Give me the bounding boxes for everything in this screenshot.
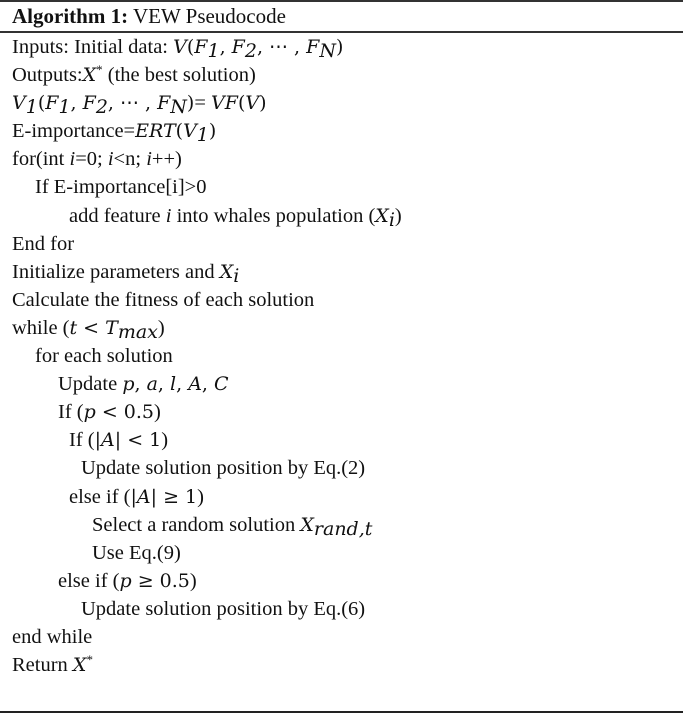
math-token: = [194,92,212,115]
pseudocode-line [0,651,683,679]
math-token: =0; [75,148,108,171]
pseudocode-line [0,595,683,623]
pseudocode-line-text [12,117,216,145]
math-token: * [96,62,103,78]
pseudocode-line-text [12,33,343,61]
pseudocode-line-text [92,511,372,539]
math-token: V [173,36,187,58]
math-token: F [194,36,208,58]
math-token: p [83,401,96,424]
pseudocode-line-text [69,426,168,454]
math-token: rand,t [313,517,373,540]
math-token: ) [259,92,267,115]
math-token: a [146,373,158,396]
pseudocode-line-text [92,539,181,567]
math-token: X [82,64,97,87]
math-token: t [69,316,78,339]
math-token: ) [197,485,204,508]
caption-title: VEW Pseudocode [132,4,286,28]
math-token: else if ( [58,569,120,592]
pseudocode-line-text [12,89,267,117]
pseudocode-line [0,117,683,145]
math-token: p [122,373,135,396]
math-token: , [219,36,232,58]
math-token: A [101,429,115,452]
pseudocode-line-text [12,623,92,651]
pseudocode-line-text [58,398,161,426]
math-token: 1 [196,124,209,147]
math-token: F [82,92,96,115]
math-token: <n; [113,148,147,171]
math-token: F [231,36,245,58]
math-token: , ⋯ , [256,36,307,58]
math-token: l [170,373,177,396]
math-token: i [146,148,152,171]
pseudocode-line [0,286,683,314]
pseudocode-line [0,173,683,201]
math-token: add feature [69,204,166,227]
math-token: Return [12,654,73,677]
pseudocode-lines [0,33,683,679]
math-token: A [188,373,202,396]
math-token: X [375,204,389,227]
math-token: Initialize parameters and [12,260,220,283]
math-token: ) [154,401,161,424]
pseudocode-line [0,539,683,567]
math-token: C [214,373,229,396]
pseudocode-line-text [35,173,207,201]
pseudocode-line [0,314,683,342]
math-token: while ( [12,316,70,339]
pseudocode-line [0,230,683,258]
pseudocode-line-text [58,567,197,595]
math-token: N [319,40,336,62]
math-token: ERT [135,120,176,143]
pseudocode-line-text [12,286,314,314]
math-token: ) [186,92,195,115]
math-token: Update solution position by Eq.(2) [81,457,366,480]
pseudocode-line-text [12,314,165,342]
top-rule [0,0,683,2]
math-token: X [300,513,314,536]
pseudocode-line-text [69,202,402,230]
pseudocode-line [0,454,683,482]
pseudocode-line [0,145,683,173]
math-token: 1 [58,96,71,119]
math-token: VF [211,92,238,115]
math-token: (the best solution) [102,64,256,87]
math-token: Use Eq.(9) [92,541,181,564]
math-token: into whales population ( [171,204,376,227]
pseudocode-line [0,623,683,651]
pseudocode-line-text [81,595,365,623]
math-token: i [165,204,172,227]
math-token: Calculate the fitness of each solution [12,288,315,311]
math-token: , [157,373,171,396]
math-token: E-importance= [12,120,136,143]
math-token: N [170,96,187,119]
math-token: i [388,208,395,231]
math-token: ≥ 0.5 [131,569,190,592]
pseudocode-line [0,483,683,511]
math-token: | [130,485,137,508]
math-token: If E-importance[i]>0 [35,176,207,199]
math-token: Outputs: [12,64,83,87]
math-token: V [183,120,197,143]
math-token: Update [58,373,123,396]
math-token: | < 1 [114,429,162,452]
math-token: , [70,92,83,115]
math-token: ( [175,120,184,143]
pseudocode-line [0,89,683,117]
pseudocode-line [0,567,683,595]
math-token: X [72,654,87,677]
pseudocode-line [0,61,683,89]
math-token: ++) [151,148,182,171]
math-token: else if ( [69,485,131,508]
caption-label: Algorithm 1: [12,4,129,28]
pseudocode-line-text [12,61,256,89]
pseudocode-line [0,202,683,230]
math-token: , [134,373,147,396]
math-token: 1 [207,40,220,62]
math-token: for(int [12,148,70,171]
math-token: F [306,36,320,58]
pseudocode-line-text [12,258,239,286]
pseudocode-line-text [12,651,93,679]
pseudocode-line-text [81,454,365,482]
algorithm-caption [12,3,286,30]
math-token: i [69,148,76,171]
math-token: max [117,320,158,343]
math-token: If ( [58,401,84,424]
pseudocode-line [0,258,683,286]
math-token: for each solution [35,345,173,368]
math-token: p [119,569,132,592]
math-token: i [233,264,240,287]
math-token: T [105,316,118,339]
math-token: F [157,92,171,115]
math-token: i [107,148,114,171]
math-token: V [12,92,26,115]
math-token: end while [12,625,93,648]
pseudocode-line [0,426,683,454]
math-token: , ⋯ , [107,92,158,115]
math-token: F [45,92,59,115]
math-token: 2 [95,96,108,119]
math-token: , [176,373,189,396]
math-token: ( [237,92,246,115]
pseudocode-line-text [12,145,182,173]
math-token: ) [161,429,169,452]
math-token: 1 [25,96,38,119]
math-token: ) [189,569,197,592]
math-token: , [201,373,215,396]
pseudocode-line [0,398,683,426]
pseudocode-line [0,511,683,539]
math-token: ) [208,120,217,143]
math-token: | [94,429,102,452]
math-token: ( [186,36,195,58]
math-token: ) [335,36,344,58]
pseudocode-line [0,33,683,61]
math-token: ( [37,92,46,115]
math-token: X [219,260,234,283]
math-token: Update solution position by Eq.(6) [81,597,366,620]
math-token: Inputs: Initial data: [12,36,174,58]
pseudocode-line-text [12,230,74,258]
bottom-rule [0,711,683,713]
math-token: Select a random solution [92,513,301,536]
pseudocode-line-text [35,342,173,370]
math-token: A [136,485,151,508]
math-token: * [86,652,93,668]
math-token: If ( [69,429,95,452]
math-token: < 0.5 [95,401,154,424]
math-token: 2 [244,40,257,62]
math-token: | ≥ 1 [150,485,198,508]
pseudocode-line [0,370,683,398]
math-token: < [77,316,106,339]
pseudocode-line-text [58,370,229,398]
pseudocode-line [0,342,683,370]
math-token: ) [394,204,402,227]
math-token: ) [157,316,165,339]
math-token: V [245,92,260,115]
math-token: End for [12,232,75,255]
pseudocode-line-text [69,483,204,511]
